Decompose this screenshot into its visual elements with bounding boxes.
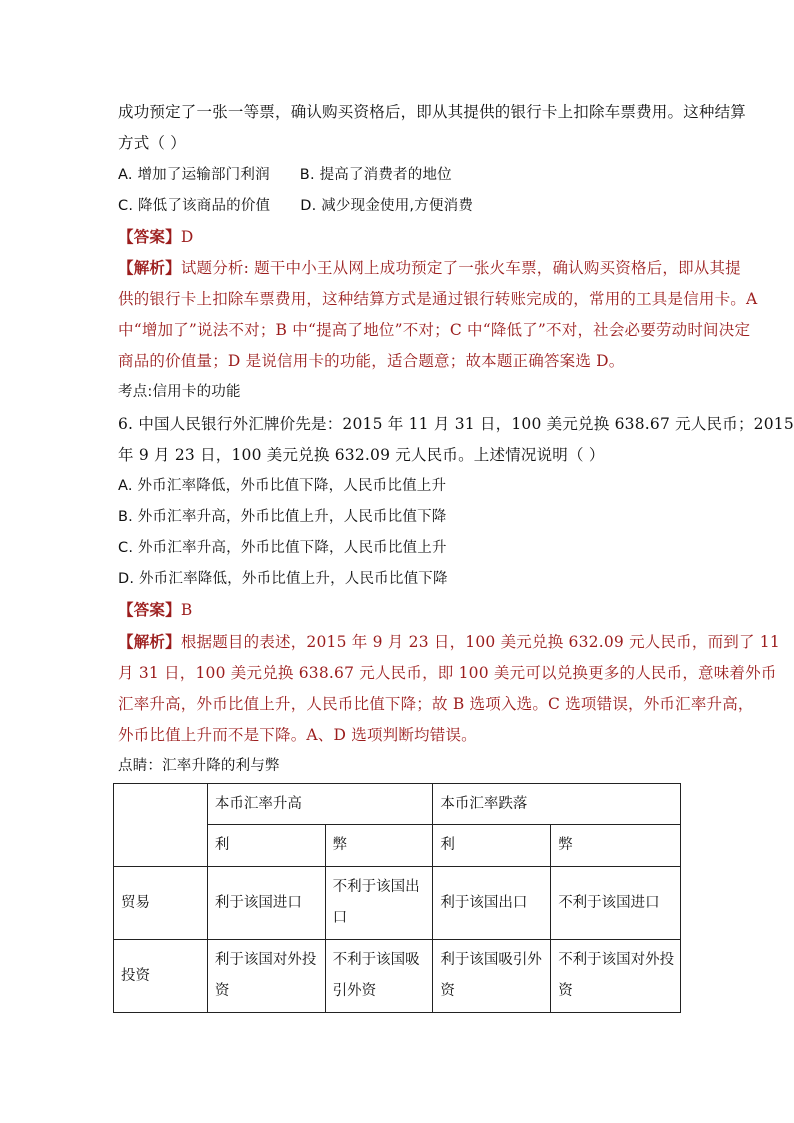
q5-option-d: D. 减少现金使用,方便消费	[300, 198, 474, 214]
q5-analysis-text1: 试题分析: 题干中小王从网上成功预定了一张火车票，确认购买资格后，即从其提	[180, 259, 741, 277]
cell-trade-rise-bi: 不利于该国出口	[325, 867, 433, 940]
q5-option-a: A. 增加了运输部门利润	[118, 167, 270, 183]
table-corner-cell	[114, 784, 208, 867]
cell-invest-fall-li: 利于该国吸引外资	[433, 940, 551, 1013]
q6-stem-line1: 6. 中国人民银行外汇牌价先是：2015 年 11 月 31 日，100 美元兑换 638.67 元人民币；2015	[118, 415, 794, 433]
cell-trade-rise-li: 利于该国进口	[207, 867, 325, 940]
cell-invest-rise-li: 利于该国对外投资	[207, 940, 325, 1013]
q6-dianjing: 点睛：汇率升降的利与弊	[118, 758, 280, 774]
row-label-trade: 贸易	[114, 867, 208, 940]
cell-trade-fall-bi: 不利于该国进口	[551, 867, 681, 940]
q6-analysis-line1	[118, 632, 780, 652]
cell-trade-fall-li: 利于该国出口	[433, 867, 551, 940]
exchange-rate-table	[113, 783, 681, 1013]
table-row	[114, 940, 681, 1013]
q6-option-d: D. 外币汇率降低，外币比值上升，人民币比值下降	[118, 571, 448, 587]
q6-analysis-text1: 根据题目的表述，2015 年 9 月 23 日，100 美元兑换 632.09 元人民币，而到了 11	[180, 633, 780, 651]
q6-stem-line2: 年 9 月 23 日，100 美元兑换 632.09 元人民币。上述情况说明（ ）	[118, 446, 605, 464]
q6-analysis-line2: 月 31 日，100 美元兑换 638.67 元人民币，即 100 美元可以兑换更多的人民币，意味着外币	[118, 664, 777, 682]
q5-analysis-line2: 供的银行卡上扣除车票费用，这种结算方式是通过银行转账完成的，常用的工具是信用卡。A	[118, 290, 758, 308]
q5-stem-line2: 方式（ ）	[118, 134, 186, 152]
q5-analysis-line1	[118, 258, 741, 278]
q5-analysis-line4: 商品的价值量；D 是说信用卡的功能，适合题意；故本题正确答案选 D。	[118, 352, 625, 370]
q5-analysis-label: 【解析】	[118, 258, 181, 277]
q5-stem-line1: 成功预定了一张一等票，确认购买资格后，即从其提供的银行卡上扣除车票费用。这种结算	[118, 103, 747, 121]
table-row	[114, 867, 681, 940]
q6-option-a: A. 外币汇率降低，外币比值下降，人民币比值上升	[118, 478, 447, 494]
q5-answer	[118, 227, 193, 247]
q6-option-c: C. 外币汇率升高，外币比值下降，人民币比值上升	[118, 540, 447, 556]
cell-invest-fall-bi: 不利于该国对外投资	[551, 940, 681, 1013]
q6-analysis-label: 【解析】	[118, 632, 181, 651]
q5-analysis-line3: 中“增加了”说法不对；B 中“提高了地位”不对；C 中“降低了”不对，社会必要劳动时间决定	[118, 321, 751, 339]
q6-answer-value: B	[180, 601, 193, 619]
q6-answer-label: 【答案】	[118, 600, 181, 619]
q5-options-row1	[118, 165, 452, 185]
header-fall: 本币汇率跌落	[433, 784, 681, 825]
q6-analysis-line4: 外币比值上升而不是下降。A、D 选项判断均错误。	[118, 726, 477, 744]
subheader-rise-bi: 弊	[325, 825, 433, 867]
subheader-fall-bi: 弊	[551, 825, 681, 867]
q5-option-c: C. 降低了该商品的价值	[118, 198, 271, 214]
q5-options-row2	[118, 196, 473, 216]
row-label-investment: 投资	[114, 940, 208, 1013]
q5-knowledge-point: 考点:信用卡的功能	[118, 384, 241, 400]
q6-answer	[118, 600, 192, 620]
q6-option-b: B. 外币汇率升高，外币比值上升，人民币比值下降	[118, 509, 447, 525]
cell-invest-rise-bi: 不利于该国吸引外资	[325, 940, 433, 1013]
q5-answer-value: D	[180, 228, 194, 246]
q6-analysis-line3: 汇率升高，外币比值上升，人民币比值下降；故 B 选项入选。C 选项错误，外币汇率升高，	[118, 695, 754, 713]
subheader-fall-li: 利	[433, 825, 551, 867]
subheader-rise-li: 利	[207, 825, 325, 867]
table-header-row	[114, 784, 681, 825]
header-rise: 本币汇率升高	[207, 784, 433, 825]
q5-answer-label: 【答案】	[118, 227, 181, 246]
q5-option-b: B. 提高了消费者的地位	[299, 167, 452, 183]
